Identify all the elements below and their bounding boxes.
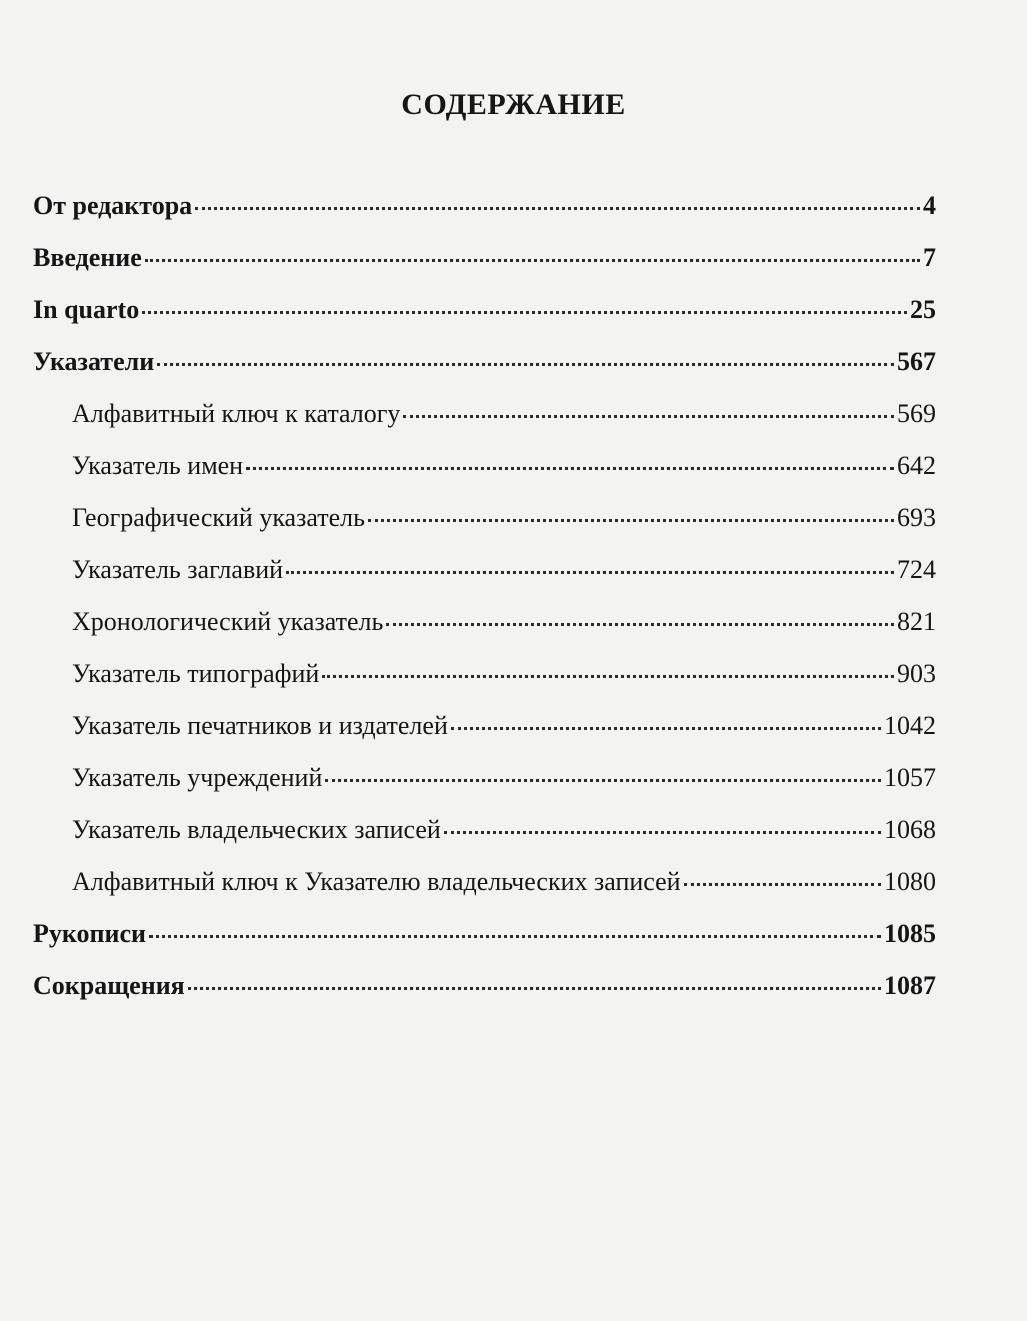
toc-entry: [33, 346, 936, 378]
toc-entry-page: 1087: [884, 971, 936, 1000]
toc-entry-page: 1042: [884, 711, 936, 740]
toc-entry-page: 4: [923, 191, 936, 220]
toc-entry: [33, 970, 936, 1002]
leader-dots: [322, 675, 894, 678]
toc-entry-page: 821: [897, 607, 936, 636]
leader-dots: [325, 779, 881, 782]
toc-entry-label: Указатель заглавий: [72, 555, 284, 584]
toc-entry-label: Географический указатель: [72, 503, 365, 532]
toc-subentry: [72, 450, 936, 482]
toc-entry-page: 1085: [884, 919, 936, 948]
toc-entry-page: 693: [897, 503, 936, 532]
leader-dots: [188, 987, 881, 990]
toc-entry-page: 1068: [884, 815, 936, 844]
leader-dots: [403, 415, 894, 418]
toc-subentry: [72, 762, 936, 794]
leader-dots: [157, 363, 894, 366]
toc-entry-label: Указатель учреждений: [72, 763, 323, 792]
leader-dots: [195, 207, 920, 210]
toc-subentry: [72, 710, 936, 742]
toc-entry: [33, 190, 936, 222]
toc-entry-label: Указатель печатников и издателей: [72, 711, 448, 740]
leader-dots: [142, 311, 907, 314]
toc-entry-label: Указатель имен: [72, 451, 244, 480]
page-title: СОДЕРЖАНИЕ: [401, 88, 626, 121]
toc-subentry: [72, 398, 936, 430]
toc-entry-label: In quarto: [33, 295, 140, 324]
toc-entry: [33, 918, 936, 950]
toc-entry-page: 903: [897, 659, 936, 688]
toc-entry-page: 1080: [884, 867, 936, 896]
toc-subentry: [72, 658, 936, 690]
leader-dots: [286, 571, 894, 574]
toc-entry-label: Введение: [33, 243, 142, 272]
toc-entry-label: Указатель типографий: [72, 659, 320, 688]
leader-dots: [149, 935, 881, 938]
toc-subentry: [72, 502, 936, 534]
toc-subentry: [72, 866, 936, 898]
leader-dots: [145, 259, 920, 262]
toc-subentry: [72, 606, 936, 638]
toc-entry-label: Алфавитный ключ к каталогу: [72, 399, 401, 428]
toc-entry-page: 724: [897, 555, 936, 584]
toc-entry-label: Указатели: [33, 347, 155, 376]
toc-subentry: [72, 554, 936, 586]
toc-entry: [33, 242, 936, 274]
toc-entry-page: 567: [897, 347, 936, 376]
toc-entry-label: Хронологический указатель: [72, 607, 384, 636]
toc-entry-label: Указатель владельческих записей: [72, 815, 441, 844]
toc-entry-page: 7: [923, 243, 936, 272]
leader-dots: [368, 519, 894, 522]
toc-entry-label: Сокращения: [33, 971, 185, 1000]
toc-entry-label: Алфавитный ключ к Указателю владельческих записей: [72, 867, 681, 896]
toc-entry-page: 642: [897, 451, 936, 480]
toc-entry-page: 1057: [884, 763, 936, 792]
leader-dots: [444, 831, 881, 834]
toc-entry-label: Рукописи: [33, 919, 147, 948]
toc-entry: [33, 294, 936, 326]
leader-dots: [451, 727, 881, 730]
leader-dots: [684, 883, 881, 886]
toc-entry-page: 569: [897, 399, 936, 428]
toc-entry-page: 25: [910, 295, 936, 324]
toc-entry-label: От редактора: [33, 191, 193, 220]
toc-subentry: [72, 814, 936, 846]
leader-dots: [386, 623, 894, 626]
leader-dots: [246, 467, 894, 470]
